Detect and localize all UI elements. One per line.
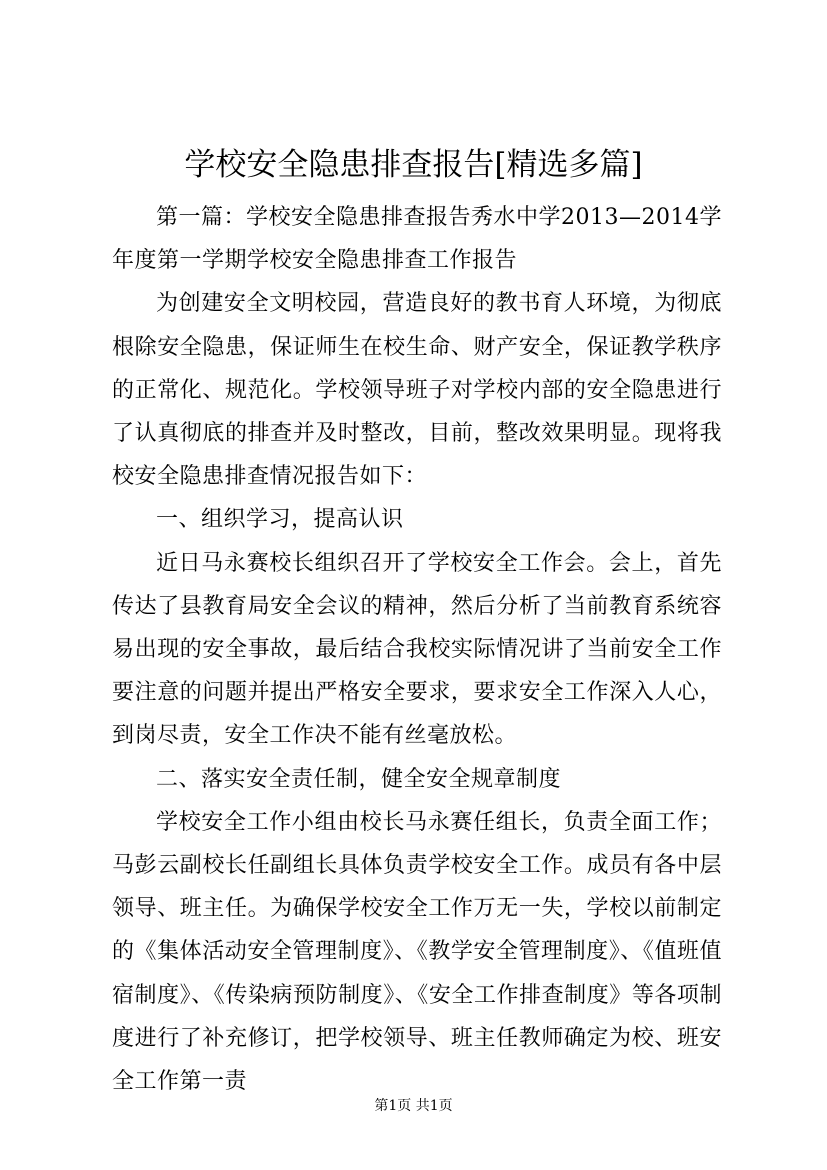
section-heading-2: 二、落实安全责任制，健全安全规章制度	[156, 766, 562, 792]
paragraph-heading-first-article: 第一篇：学校安全隐患排查报告秀水中学2013—2014学年度第一学期学校安全隐患排查工作报告	[112, 205, 722, 274]
paragraph-section-2: 学校安全工作小组由校长马永赛任组长，负责全面工作；马彭云副校长任副组长具体负责学校安全工作。成员有各中层领导、班主任。为确保学校安全工作万无一失，学校以前制定的《集体活动安全管理制度》、《教学安全管理制度》、《值班值宿制度》、《传染病预防制度》、《安全工作排查制度》等各项制度进行了补充修订，把学校领导、班主任教师确定为校、班安全工作第一责	[112, 809, 722, 1095]
paragraph-intro: 为创建安全文明校园，营造良好的教书育人环境，为彻底根除安全隐患，保证师生在校生命、财产安全，保证教学秩序的正常化、规范化。学校领导班子对学校内部的安全隐患进行了认真彻底的排查并及时整改，目前，整改效果明显。现将我校安全隐患排查情况报告如下：	[112, 291, 722, 490]
section-heading-1: 一、组织学习，提高认识	[156, 507, 404, 533]
document-title: 学校安全隐患排查报告[精选多篇]	[184, 147, 643, 183]
page-footer: 第1页 共1页	[374, 1098, 453, 1114]
document-body	[112, 196, 722, 1103]
paragraph-section-1: 近日马永赛校长组织召开了学校安全工作会。会上，首先传达了县教育局安全会议的精神，然后分析了当前教育系统容易出现的安全事故，最后结合我校实际情况讲了当前安全工作要注意的问题并提出严格安全要求，要求安全工作深入人心，到岗尽责，安全工作决不能有丝毫放松。	[112, 550, 722, 749]
